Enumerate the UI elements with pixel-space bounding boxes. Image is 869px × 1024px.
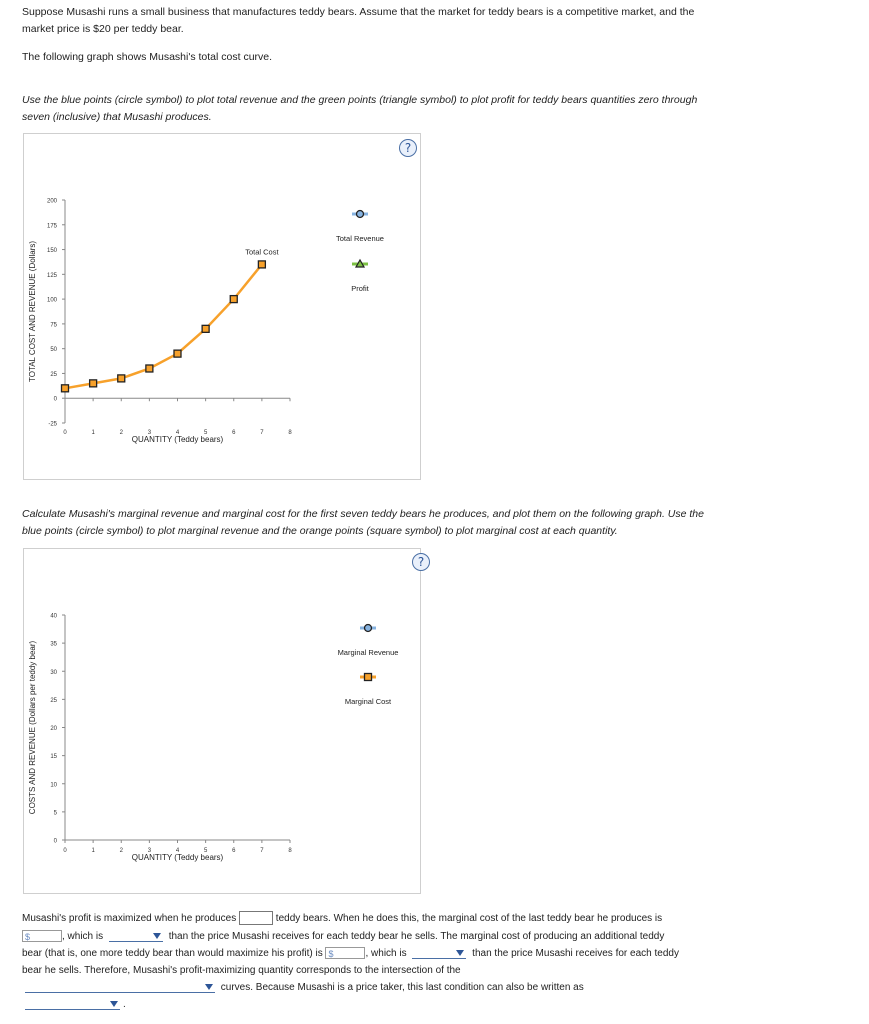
question-text: bear he sells. Therefore, Musashi's profit-maximizing quantity corresponds to the intersection of the bbox=[22, 965, 461, 976]
x-tick-label: 0 bbox=[63, 430, 67, 436]
mid-instruction-line-2: blue points (circle symbol) to plot marginal revenue and the orange points (square symbol) to plot marginal cost at each quantity. bbox=[22, 525, 618, 537]
y-tick-label: 0 bbox=[53, 838, 57, 845]
marginal-graph-panel bbox=[23, 548, 425, 894]
y-tick-label: 10 bbox=[50, 782, 57, 789]
y-tick-label: -25 bbox=[48, 421, 57, 428]
y-axis-label: TOTAL COST AND REVENUE (Dollars) bbox=[28, 240, 37, 383]
question-line-4 bbox=[22, 962, 842, 980]
y-tick-label: 40 bbox=[50, 613, 57, 620]
total-cost-point bbox=[146, 365, 153, 372]
y-tick-label: 100 bbox=[46, 297, 57, 304]
y-tick-label: 175 bbox=[46, 223, 57, 230]
comparison-dropdown[interactable] bbox=[109, 930, 163, 942]
x-tick-label: 3 bbox=[147, 848, 152, 854]
question-text: curves. Because Musashi is a price taker, this last condition can also be written as bbox=[220, 982, 584, 993]
x-tick-label: 4 bbox=[175, 848, 180, 854]
legend-circle-tool bbox=[365, 625, 372, 632]
question-line-2 bbox=[22, 928, 842, 946]
help-icon[interactable]: ? bbox=[412, 553, 430, 571]
y-tick-label: 5 bbox=[53, 810, 57, 817]
graph-intro: The following graph shows Musashi's total cost curve. bbox=[22, 51, 273, 63]
question-line-5 bbox=[22, 979, 842, 997]
x-tick-label: 6 bbox=[232, 430, 236, 436]
total-cost-point bbox=[202, 325, 209, 332]
total-graph-panel bbox=[23, 133, 421, 480]
x-tick-label: 2 bbox=[119, 848, 123, 854]
additional-cost-input[interactable]: $ bbox=[325, 947, 365, 959]
y-axis-label: COSTS AND REVENUE (Dollars per teddy bear) bbox=[28, 640, 37, 815]
question-text: , which is bbox=[365, 948, 407, 959]
y-tick-label: 125 bbox=[46, 272, 57, 279]
question-text: , which is bbox=[62, 931, 104, 942]
condition-dropdown[interactable] bbox=[25, 998, 120, 1010]
legend-square-tool bbox=[365, 674, 372, 681]
y-tick-label: 75 bbox=[50, 322, 57, 329]
marginal-cost-revenue-chart[interactable] bbox=[24, 549, 420, 893]
x-axis-label: QUANTITY (Teddy bears) bbox=[131, 435, 224, 444]
curves-dropdown[interactable] bbox=[25, 981, 215, 993]
x-tick-label: 7 bbox=[260, 848, 264, 854]
y-tick-label: 25 bbox=[50, 697, 57, 704]
y-tick-label: 30 bbox=[50, 669, 57, 676]
question-text: . bbox=[123, 999, 126, 1010]
legend-circle-tool bbox=[357, 211, 364, 218]
x-tick-label: 8 bbox=[288, 430, 292, 436]
comparison-dropdown-2[interactable] bbox=[412, 947, 466, 959]
total-cost-curve-label: Total Cost bbox=[245, 247, 279, 257]
question-text: teddy bears. When he does this, the marginal cost of the last teddy bear he produces is bbox=[275, 913, 663, 924]
x-tick-label: 3 bbox=[147, 430, 152, 436]
intro-line-2: market price is $20 per teddy bear. bbox=[22, 23, 184, 35]
y-tick-label: 0 bbox=[53, 396, 57, 403]
y-tick-label: 25 bbox=[50, 371, 57, 378]
total-cost-revenue-chart[interactable] bbox=[24, 134, 420, 479]
legend-label: Marginal Cost bbox=[344, 697, 392, 706]
x-tick-label: 7 bbox=[260, 430, 264, 436]
x-tick-label: 6 bbox=[232, 848, 236, 854]
instruction-line-2: seven (inclusive) that Musashi produces. bbox=[22, 111, 212, 123]
x-tick-label: 1 bbox=[91, 430, 95, 436]
question-text: Musashi's profit is maximized when he produces bbox=[22, 913, 237, 924]
question-text: bear (that is, one more teddy bear than would maximize his profit) is bbox=[22, 948, 323, 959]
question-text: than the price Musashi receives for each teddy bbox=[472, 948, 679, 959]
total-cost-line bbox=[65, 264, 262, 388]
total-cost-point bbox=[118, 375, 125, 382]
question-text: than the price Musashi receives for each teddy bear he sells. The marginal cost of producing an additional teddy bbox=[168, 931, 665, 942]
x-tick-label: 4 bbox=[175, 430, 180, 436]
question-line-1 bbox=[22, 910, 842, 928]
legend-label: Total Revenue bbox=[336, 234, 384, 243]
x-axis-label: QUANTITY (Teddy bears) bbox=[131, 853, 224, 862]
mid-instruction-line-1: Calculate Musashi's marginal revenue and marginal cost for the first seven teddy bears he produces, and plot them on the following graph. Use the bbox=[22, 508, 704, 520]
help-icon[interactable]: ? bbox=[399, 139, 417, 157]
legend-label: Profit bbox=[351, 284, 369, 293]
y-tick-label: 200 bbox=[46, 198, 57, 205]
question-line-6 bbox=[22, 996, 842, 1014]
x-tick-label: 1 bbox=[91, 848, 95, 854]
y-tick-label: 20 bbox=[50, 726, 57, 732]
x-tick-label: 5 bbox=[203, 430, 208, 436]
y-tick-label: 35 bbox=[50, 641, 57, 648]
x-tick-label: 0 bbox=[63, 848, 67, 854]
x-tick-label: 8 bbox=[288, 848, 292, 854]
x-tick-label: 5 bbox=[203, 848, 208, 854]
total-cost-point bbox=[174, 350, 181, 357]
y-tick-label: 15 bbox=[50, 754, 57, 761]
total-cost-point bbox=[258, 261, 265, 268]
total-cost-point bbox=[62, 385, 69, 392]
x-tick-label: 2 bbox=[119, 430, 123, 436]
quantity-input[interactable] bbox=[239, 911, 273, 925]
legend-label: Marginal Revenue bbox=[337, 648, 399, 657]
y-tick-label: 150 bbox=[46, 248, 57, 255]
y-tick-label: 50 bbox=[50, 347, 57, 354]
intro-line-1: Suppose Musashi runs a small business that manufactures teddy bears. Assume that the market for teddy bears is a competitive market, and the bbox=[22, 6, 695, 18]
marginal-cost-input[interactable]: $ bbox=[22, 930, 62, 942]
question-line-3 bbox=[22, 945, 842, 963]
instruction-line-1: Use the blue points (circle symbol) to plot total revenue and the green points (triangle symbol) to plot profit for teddy bears quantities zero through bbox=[22, 94, 698, 106]
total-cost-point bbox=[90, 380, 97, 387]
total-cost-point bbox=[230, 296, 237, 303]
